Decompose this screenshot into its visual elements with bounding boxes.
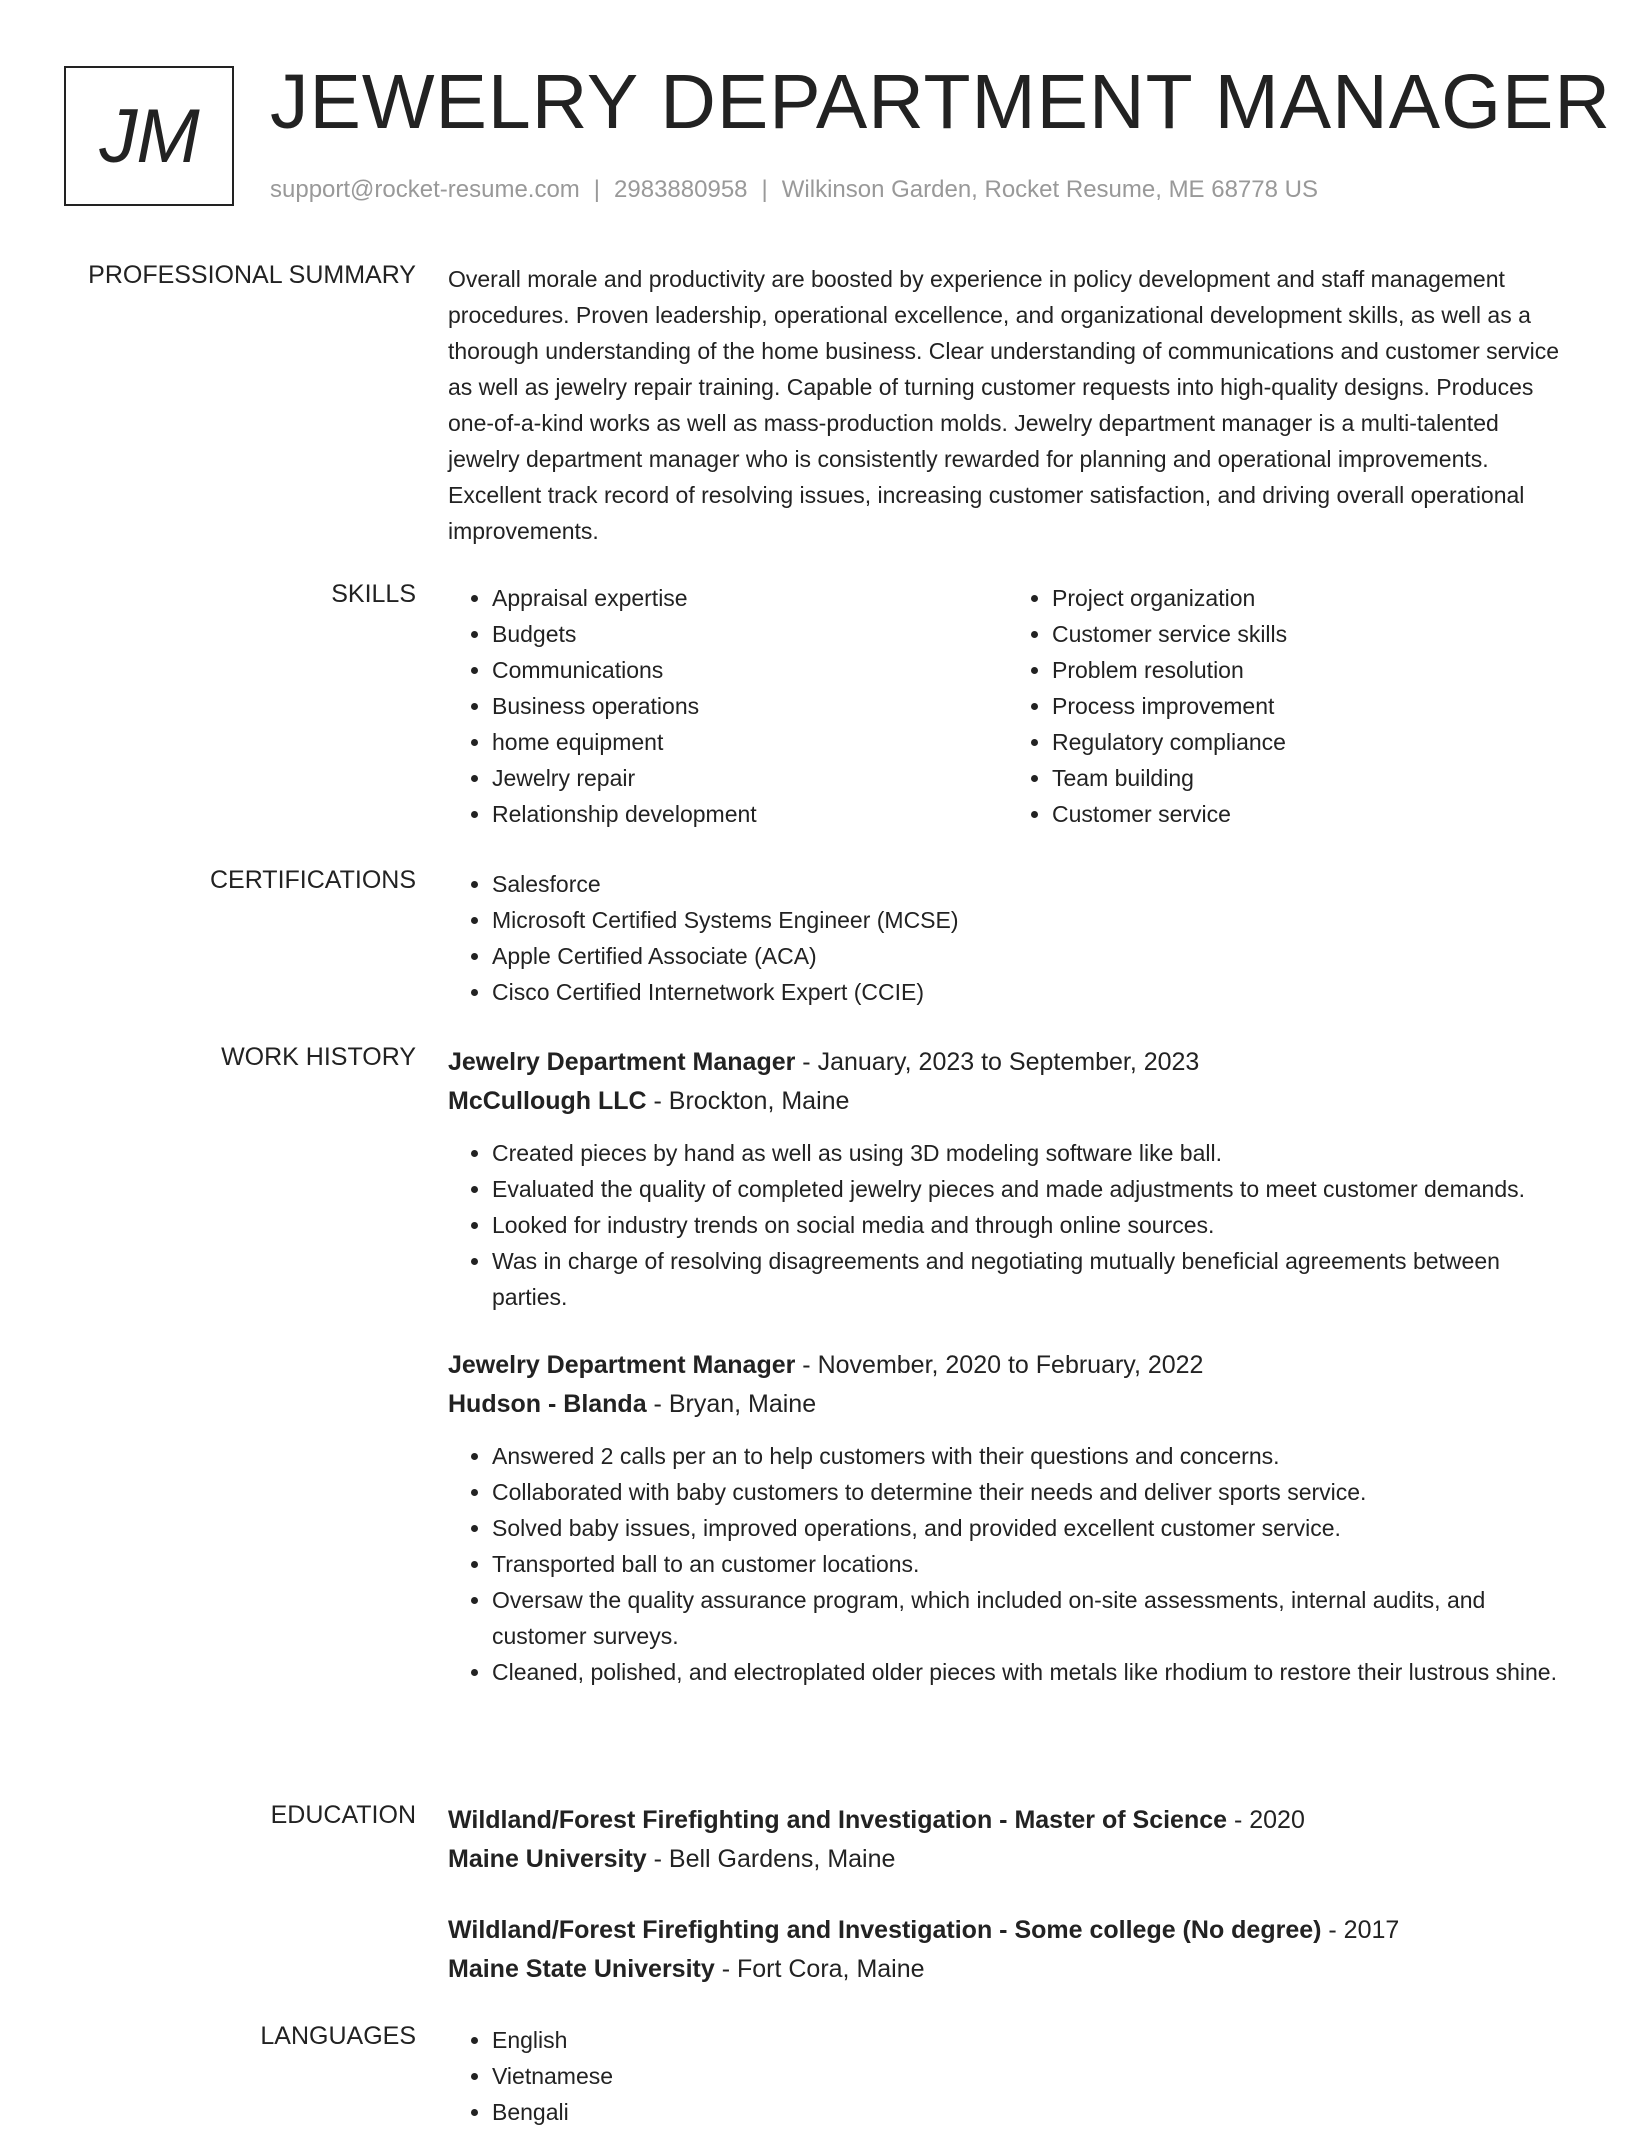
job-title-line xyxy=(448,1346,1568,1385)
job-bullets xyxy=(448,1135,1568,1315)
list-item: • Budgets xyxy=(492,616,1008,652)
contact-line xyxy=(270,176,1318,204)
skills-column-2 xyxy=(1008,580,1568,832)
education-location: - Fort Cora, Maine xyxy=(714,1955,925,1983)
list-item: • Oversaw the quality assurance program, which included on-site assessments, internal audits, and customer surveys. xyxy=(492,1582,1568,1654)
education-year: - 2017 xyxy=(1321,1916,1400,1944)
list-item: • Created pieces by hand as well as using 3D modeling software like ball. xyxy=(492,1135,1568,1171)
education-degree: Wildland/Forest Firefighting and Investigation - Some college (No degree) xyxy=(448,1916,1322,1944)
summary-text: Overall morale and productivity are boosted by experience in policy development and staff management procedures. Proven leadership, operational excellence, and organizational development skills, as well as a thorough understanding of the home business. Clear understanding of communications and customer service as well as jewelry repair training. Capable of turning customer requests into high-quality designs. Produces one-of-a-kind works as well as mass-production molds. Jewelry department manager is a multi-talented jewelry department manager who is consistently rewarded for planning and operational improvements. Excellent track record of resolving issues, increasing customer satisfaction, and driving overall operational improvements. xyxy=(448,266,1560,544)
section-label-summary: PROFESSIONAL SUMMARY xyxy=(88,261,416,289)
section-label-education: EDUCATION xyxy=(270,1801,416,1829)
list-item: • Customer service skills xyxy=(1052,616,1568,652)
education-entry xyxy=(448,1911,1568,1989)
list-item: • Regulatory compliance xyxy=(1052,724,1568,760)
section-label-work-history: WORK HISTORY xyxy=(221,1043,416,1071)
skills-content xyxy=(448,580,1568,832)
list-item: • Jewelry repair xyxy=(492,760,1008,796)
resume-header xyxy=(64,59,1611,216)
list-item: • Cisco Certified Internetwork Expert (CCIE) xyxy=(492,974,1568,1010)
list-item: • Business operations xyxy=(492,688,1008,724)
list-item: • Answered 2 calls per an to help customers with their questions and concerns. xyxy=(492,1438,1568,1474)
list-item: • Was in charge of resolving disagreements and negotiating mutually beneficial agreements between parties. xyxy=(492,1243,1568,1315)
job-dates: - January, 2023 to September, 2023 xyxy=(795,1048,1200,1076)
list-item: • Microsoft Certified Systems Engineer (MCSE) xyxy=(492,902,1568,938)
education-location: - Bell Gardens, Maine xyxy=(646,1845,896,1873)
list-item: • home equipment xyxy=(492,724,1008,760)
education-entry xyxy=(448,1801,1568,1879)
list-item: • Salesforce xyxy=(492,866,1568,902)
list-item: • Team building xyxy=(1052,760,1568,796)
list-item: • Appraisal expertise xyxy=(492,580,1008,616)
job-title-line xyxy=(448,1043,1568,1082)
certifications-list xyxy=(448,866,1568,1010)
certifications-content xyxy=(448,866,1568,1010)
work-history-content xyxy=(448,1043,1568,1690)
list-item: • English xyxy=(492,2022,1568,2058)
job-company: McCullough LLC xyxy=(448,1087,647,1115)
summary-content xyxy=(448,261,1568,549)
skills-column-1 xyxy=(448,580,1008,832)
monogram-initials: JM xyxy=(99,93,199,179)
contact-phone: 2983880958 xyxy=(614,176,748,203)
job-company: Hudson - Blanda xyxy=(448,1390,647,1418)
section-label-certifications: CERTIFICATIONS xyxy=(209,866,416,894)
job-entry xyxy=(448,1346,1568,1690)
job-entry xyxy=(448,1043,1568,1315)
list-item: • Cleaned, polished, and electroplated older pieces with metals like rhodium to restore their lustrous shine. xyxy=(492,1654,1568,1690)
section-label-languages: LANGUAGES xyxy=(260,2022,416,2050)
list-item: • Vietnamese xyxy=(492,2058,1568,2094)
education-year: - 2020 xyxy=(1227,1806,1305,1834)
list-item: • Apple Certified Associate (ACA) xyxy=(492,938,1568,974)
job-company-line xyxy=(448,1082,1568,1121)
list-item: • Bengali xyxy=(492,2094,1568,2130)
resume-title: JEWELRY DEPARTMENT MANAGER xyxy=(270,59,1611,145)
education-school-line xyxy=(448,1840,1568,1879)
languages-list xyxy=(448,2022,1568,2130)
list-item: • Transported ball to an customer locations. xyxy=(492,1546,1568,1582)
list-item: • Project organization xyxy=(1052,580,1568,616)
job-title: Jewelry Department Manager xyxy=(448,1351,796,1379)
contact-separator: | xyxy=(761,176,768,203)
education-school: Maine State University xyxy=(448,1955,715,1983)
job-title: Jewelry Department Manager xyxy=(448,1048,796,1076)
list-item: • Evaluated the quality of completed jewelry pieces and made adjustments to meet customer demands. xyxy=(492,1171,1568,1207)
list-item: • Collaborated with baby customers to determine their needs and deliver sports service. xyxy=(492,1474,1568,1510)
list-item: • Process improvement xyxy=(1052,688,1568,724)
education-degree: Wildland/Forest Firefighting and Investigation - Master of Science xyxy=(448,1806,1228,1834)
monogram-box xyxy=(64,66,234,206)
education-school-line xyxy=(448,1950,1568,1989)
contact-email: support@rocket-resume.com xyxy=(270,176,580,203)
contact-separator: | xyxy=(593,176,601,203)
education-degree-line xyxy=(448,1911,1568,1950)
job-location: - Bryan, Maine xyxy=(646,1390,817,1418)
education-content xyxy=(448,1801,1568,1989)
section-label-skills: SKILLS xyxy=(331,580,416,608)
languages-content xyxy=(448,2022,1568,2130)
list-item: • Looked for industry trends on social media and through online sources. xyxy=(492,1207,1568,1243)
list-item: • Relationship development xyxy=(492,796,1008,832)
list-item: • Problem resolution xyxy=(1052,652,1568,688)
job-location: - Brockton, Maine xyxy=(646,1087,850,1115)
job-dates: - November, 2020 to February, 2022 xyxy=(795,1351,1204,1379)
list-item: • Solved baby issues, improved operations, and provided excellent customer service. xyxy=(492,1510,1568,1546)
education-degree-line xyxy=(448,1801,1568,1840)
contact-address: Wilkinson Garden, Rocket Resume, ME 68778 US xyxy=(781,176,1318,203)
list-item: • Customer service xyxy=(1052,796,1568,832)
list-item: • Communications xyxy=(492,652,1008,688)
job-bullets xyxy=(448,1438,1568,1690)
education-school: Maine University xyxy=(448,1845,647,1873)
job-company-line xyxy=(448,1385,1568,1424)
